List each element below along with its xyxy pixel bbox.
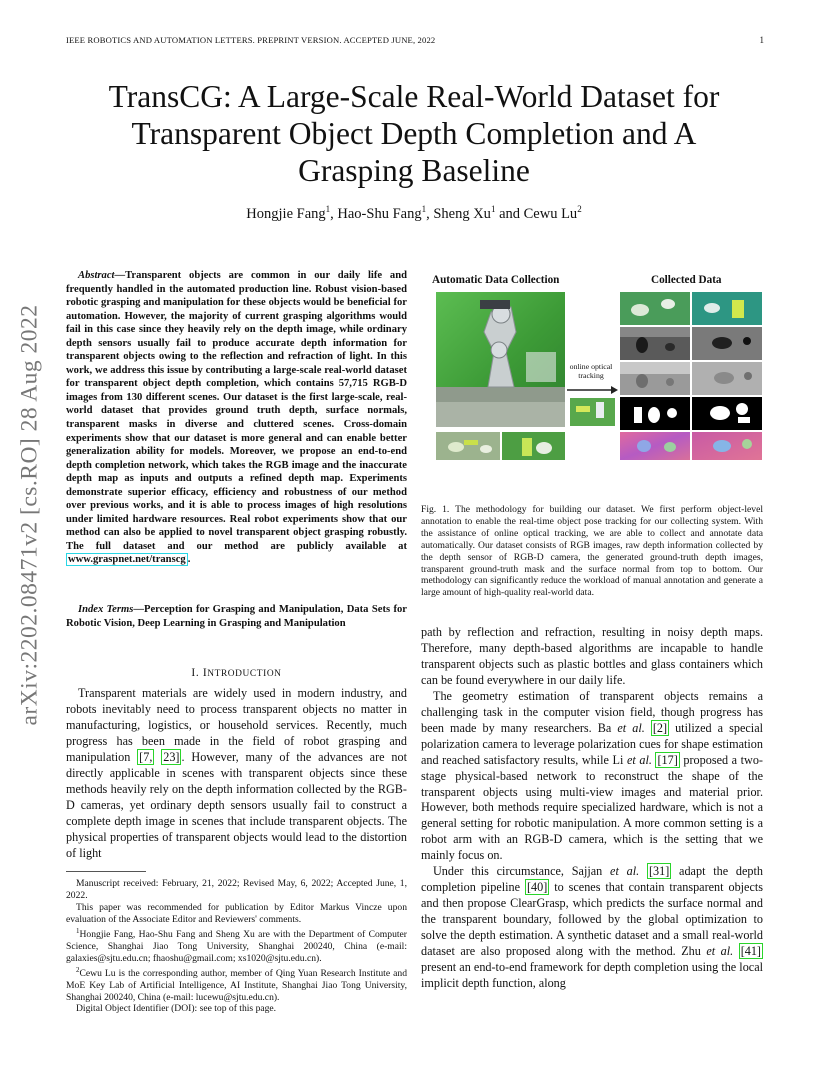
index-terms-text: —Perception for Grasping and Manipulation, Data Sets for Robotic Vision, Deep Learning in Grasping and Manipulation [66,604,407,629]
footnotes [66,878,407,1015]
citation-link[interactable]: [7, [139,749,153,764]
index-terms-label: Index Terms [78,604,134,615]
arxiv-stamp-text: arXiv:2202.08471v2 [cs.RO] 28 Aug 2022 [16,304,43,726]
tracking-label [565,362,617,380]
paragraph-text: present an end-to-end framework for depth completion using the local implicit depth function, along [421,960,763,990]
surface-normal-1 [620,432,690,460]
arxiv-stamp [0,265,60,765]
title-line: TransCG: A Large-Scale Real-World Dataset for [108,79,720,114]
robot-photo [436,292,565,427]
section-rest: NTRODUCTION [207,669,282,679]
running-head: IEEE ROBOTICS AND AUTOMATION LETTERS. PREPRINT VERSION. ACCEPTED JUNE, 2022 [66,35,436,45]
author-name: Hongjie Fang [246,205,326,222]
footnote-rule [66,871,146,872]
scene-photo-2 [502,432,565,460]
raw-depth-2 [692,327,762,360]
paragraph-text: The geometry estimation of transparent objects remains a challenging task in the computer vision field, though progress has been made by many researchers. Ba [421,688,763,735]
footnote-received: Manuscript received: February, 21, 2022; Revised May, 6, 2022; Accepted June, 1, 2022. [66,878,407,901]
surface-normal-2 [692,432,762,460]
section-first-letter: I [202,667,208,679]
section-heading-introduction [66,667,407,679]
author-name: Sheng Xu [433,205,491,222]
section-numeral: I. [191,667,203,679]
footnote-recommended: This paper was recommended for publication by Editor Markus Vincze upon evaluation of the Associate Editor and Reviewers' comments. [66,901,407,925]
et-al: et al. [610,864,640,879]
author-name: Cewu Lu [523,205,578,222]
citation-link[interactable]: [41] [740,944,761,959]
footnote-mark: 1 [76,926,80,935]
paragraph: path by reflection and refraction, resulting in noisy depth maps. Therefore, many depth-based algorithms are incapable to handle transparent objects such as plastic bottles and glass containers which can be found everywhere in our daily life. [421,625,763,687]
footnote-mark: 2 [76,965,80,974]
figure-right-heading: Collected Data [651,274,722,286]
paragraph-text: proposed a two-stage physical-based network to reconstruct the shape of the transparent objects using multi-view images and material prior. However, both methods require specialized hardware, which is not a general setting for robotic manipulation. A more common setting is a robot arm with an RGB-D camera, which is the setting that we mainly focus on. [421,752,763,863]
rgb-image-1 [620,292,690,325]
index-terms [66,603,407,630]
figure-left-heading: Automatic Data Collection [432,274,560,286]
robot-arm-image [436,292,565,427]
et-al: et al. [626,752,652,767]
paragraph-text: adapt the depth completion pipeline [421,864,763,895]
tracking-label-line: tracking [578,371,604,380]
affiliation-mark: 1 [421,204,427,214]
tracking-thumbnail [570,398,615,426]
right-arrow-icon [565,384,619,396]
et-al: et al. [706,944,734,959]
rgb-image-2 [692,292,762,325]
transparent-mask-2 [692,397,762,430]
abstract [66,269,407,567]
transparent-mask-1 [620,397,690,430]
scene-photo-1 [436,432,500,460]
paragraph [421,864,763,992]
title-line: Transparent Object Depth Completion and A [131,116,697,151]
gt-depth-2 [692,362,762,395]
right-column-text [421,625,763,992]
citation-link[interactable]: [17] [657,752,678,767]
paragraph-text: to scenes that contain transparent objects and then propose ClearGrasp, which predicts the surface normal and the transparent boundary, followed by the global optimization to solve the depth estimation. A synthetic dataset and a small real-world dataset are also proposed along with the method. Zhu [421,880,763,959]
footnote-affiliation: Hongjie Fang, Hao-Shu Fang and Sheng Xu are with the Department of Computer Science, Shanghai Jiao Tong University, Shanghai 200240, China (e-mail: galaxies@sjtu.edu.cn; fhaoshu@gmail.com; xs1020@sjtu.edu.cn). [66,928,407,964]
figure-1 [432,270,762,460]
citation-link[interactable]: [31] [648,864,670,879]
intro-text: Transparent materials are widely used in modern industry, and robots inevitably need to process transparent objects no matter in manufacturing, logistics, or household services. Recently, much progress has been made in the field of robot grasping and manipulation [66,686,407,764]
paper-title [60,78,768,189]
gt-depth-1 [620,362,690,395]
et-al: et al. [617,720,645,735]
footnote-affiliation: Cewu Lu is the corresponding author, member of Qing Yuan Research Institute and MoE Key Lab of Artificial Intelligence, AI Institute, Shanghai Jiao Tong University, Shanghai 200240, China (e-mail: lucewu@sjtu.edu.cn). [66,967,407,1003]
paragraph-text: utilized a special polarization camera to leverage polarization cues for shape estimation and reached satisfactory results, while Li [421,720,763,767]
citation-link[interactable]: [40] [526,880,548,895]
paragraph-text: Under this circumstance, Sajjan [433,864,611,879]
citation-link[interactable]: 23] [163,749,180,764]
title-line: Grasping Baseline [298,153,530,188]
figure-caption: Fig. 1. The methodology for building our dataset. We first perform object-level annotation to enable the real-time object pose tracking for our collecting system. With the assistance of online optical tracking, we are able to collect and annotate data automatically. Our dataset consists of RGB images, raw depth information collected by the depth sensor of RGB-D camera, the generated ground-truth depth images, transparent ground-truth mask and the surface normal from top to bottom. Our methodology can significantly reduce the workload of manual annotation and generate a large amount of high-quality real-world data. [421,504,763,599]
authors-and: and [499,205,520,222]
intro-paragraph [66,686,407,861]
paragraph [421,689,763,864]
abstract-label: Abstract [78,270,115,281]
citation-link[interactable]: [2] [652,720,668,735]
footnote-doi: Digital Object Identifier (DOI): see top of this page. [76,1003,277,1015]
raw-depth-1 [620,327,690,360]
tracking-label-line: online optical [569,362,613,371]
author-name: Hao-Shu Fang [337,205,422,222]
abstract-text: —Transparent objects are common in our daily life and frequently handled in the automated production line. Robust vision-based robotic grasping and manipulation for these objects would be beneficial for automation. However, the majority of current grasping algorithms would fail in this case since they heavily rely on the depth image, while ordinary depth sensors usually fail to produce accurate depth information for transparent objects owing to the reflection and refraction of light. In this work, we address this issue by contributing a large-scale real-world dataset for transparent object depth completion, which contains 57,715 RGB-D images from 130 different scenes. Our dataset is the first large-scale, real-world dataset that provides ground truth depth, surface normals, transparent masks in diverse and cluttered scenes. Cross-domain experiments show that our dataset is more general and can enable better generalization ability for models. Moreover, we propose an end-to-end depth completion network, which takes the RGB image and the inaccurate depth map as inputs and outputs a refined depth map. Experiments demonstrate superior efficacy, efficiency and robustness of our method over previous works, and it is able to process images of high resolutions under limited hardware resources. Real robot experiments show that our method can also be applied to novel transparent object grasping robustly. The full dataset and our method are publicly available at [66,270,407,552]
affiliation-mark: 1 [490,204,496,214]
author-list: Hongjie Fang$^1$, Hao-Shu Fang$^1$, Sheng Xu$^1$ and Cewu Lu$^2$ [246,204,582,222]
abstract-end: . [187,554,191,566]
affiliation-mark: 2 [577,204,582,214]
page-number: 1 [759,35,764,45]
dataset-link[interactable]: www.graspnet.net/transcg [68,554,186,566]
intro-text: . However, many of the advances are not directly applicable in scenes with transparent objects since these methods heavily rely on the depth information collected by the RGB-D cameras, yet ordinary depth sensors usually fail to construct a complete depth image in scenes that include transparent objects. The physical properties of transparent objects would lead to the distortion of light [66,749,407,860]
affiliation-mark: 1 [325,204,331,214]
